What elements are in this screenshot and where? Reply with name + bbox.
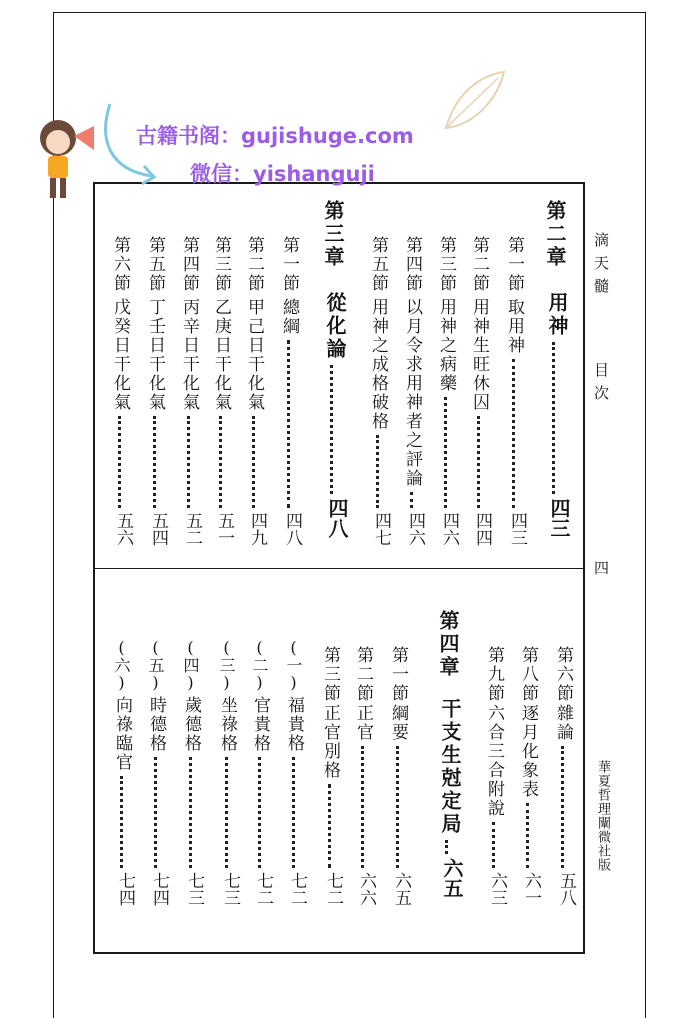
toc-leader-dots: [118, 416, 124, 508]
toc-page-number: 四三: [507, 512, 527, 546]
toc-title: 甲己日干化氣: [244, 298, 264, 412]
toc-section-label: (二): [250, 638, 269, 692]
toc-section-label: 第二節: [244, 236, 264, 293]
toc-title: 福貴格: [284, 696, 304, 753]
toc-page-number: 七四: [115, 872, 135, 906]
toc-leader-dots: [252, 416, 258, 508]
toc-leader-dots: [120, 776, 126, 868]
toc-leader-dots: [477, 416, 483, 508]
toc-page-number: 五一: [214, 512, 234, 546]
toc-section-label: 第一節: [504, 236, 524, 293]
toc-title: 正官別格: [320, 704, 340, 780]
toc-leader-dots: [512, 359, 518, 508]
toc-leader-dots: [328, 784, 334, 868]
toc-section-label: 第三節: [436, 236, 456, 293]
toc-title: 取用神: [504, 298, 524, 355]
toc-title: 用神生旺休囚: [469, 298, 489, 412]
toc-section-label: 第六節: [553, 646, 573, 703]
toc-title: 坐祿格: [217, 696, 237, 753]
mascot-icon: [22, 108, 100, 204]
toc-page-number: 四三: [547, 498, 571, 538]
toc-leader-dots: [361, 746, 367, 868]
toc-page-number: 六五: [391, 872, 411, 906]
toc-page-number: 七三: [220, 872, 240, 906]
toc-section-label: 第三節: [320, 646, 340, 703]
toc-title: 雜論: [553, 704, 573, 742]
toc-section-label: (三): [217, 638, 236, 692]
toc-divider: [93, 568, 585, 569]
toc-leader-dots: [258, 757, 264, 868]
toc-title: 干支生尅定局: [438, 698, 462, 836]
toc-title: 從化論: [323, 292, 347, 361]
toc-page-number: 四六: [405, 512, 425, 546]
toc-title: 用神: [545, 292, 569, 338]
toc-page-number: 四八: [282, 512, 302, 546]
toc-page-number: 四八: [325, 498, 349, 538]
toc-title: 用神之病藥: [436, 298, 456, 393]
toc-title: 時德格: [146, 696, 166, 753]
toc-title: 丙辛日干化氣: [179, 298, 199, 412]
toc-leader-dots: [444, 397, 450, 508]
section-label: 目次: [592, 362, 610, 408]
toc-page-number: 四九: [247, 512, 267, 546]
toc-title: 丁壬日干化氣: [145, 298, 165, 412]
toc-title: 戊癸日干化氣: [110, 298, 130, 412]
toc-leader-dots: [445, 840, 451, 854]
book-title: 滴天髓: [592, 232, 610, 301]
toc-section-label: 第五節: [368, 236, 388, 293]
toc-title: 以月令求用神者之評論: [402, 298, 422, 488]
toc-section-label: 第九節: [484, 646, 504, 703]
toc-page-number: 五二: [182, 512, 202, 546]
toc-title: 六合三合附說: [484, 704, 504, 818]
toc-title: 用神之成格破格: [368, 298, 388, 431]
toc-leader-dots: [526, 803, 532, 868]
publisher-label: 華夏哲理闡微社版: [595, 760, 610, 872]
watermark-site: 古籍书阁：gujishuge.com: [136, 124, 414, 148]
toc-section-label: 第一節: [388, 646, 408, 703]
toc-title: 官貴格: [250, 696, 270, 753]
toc-title: 總綱: [279, 298, 299, 336]
toc-title: 逐月化象表: [518, 704, 538, 799]
toc-page-number: 四四: [472, 512, 492, 546]
toc-leader-dots: [410, 492, 416, 508]
leaf-icon: [438, 66, 508, 136]
page-number: 四: [592, 560, 610, 583]
watermark-wechat: 微信：yishanguji: [190, 162, 375, 186]
toc-leader-dots: [330, 365, 336, 494]
toc-page-number: 四七: [371, 512, 391, 546]
toc-page-number: 六六: [356, 872, 376, 906]
toc-page-number: 五八: [556, 872, 576, 906]
toc-page-number: 五四: [148, 512, 168, 546]
toc-page-number: 六五: [440, 858, 464, 898]
toc-chapter-label: 第二章: [543, 200, 567, 269]
toc-section-label: 第二節: [353, 646, 373, 703]
toc-leader-dots: [376, 435, 382, 508]
toc-chapter-label: 第三章: [321, 200, 345, 269]
toc-section-label: 第四節: [179, 236, 199, 293]
toc-leader-dots: [492, 822, 498, 868]
toc-section-label: 第四節: [402, 236, 422, 293]
toc-section-label: (五): [146, 638, 165, 692]
toc-section-label: 第二節: [469, 236, 489, 293]
toc-section-label: (四): [181, 638, 200, 692]
toc-leader-dots: [187, 416, 193, 508]
toc-page-number: 六三: [487, 872, 507, 906]
toc-title: 向祿臨官: [112, 696, 132, 772]
toc-leader-dots: [154, 757, 160, 868]
toc-section-label: 第八節: [518, 646, 538, 703]
toc-title: 歲德格: [181, 696, 201, 753]
toc-page-number: 七二: [287, 872, 307, 906]
toc-page-number: 七二: [323, 872, 343, 906]
toc-page-number: 七二: [253, 872, 273, 906]
toc-leader-dots: [552, 342, 558, 494]
toc-title: 乙庚日干化氣: [211, 298, 231, 412]
toc-section-label: 第一節: [279, 236, 299, 293]
toc-leader-dots: [396, 746, 402, 868]
toc-section-label: 第六節: [110, 236, 130, 293]
toc-leader-dots: [189, 757, 195, 868]
toc-leader-dots: [287, 340, 293, 508]
toc-leader-dots: [561, 746, 567, 868]
toc-leader-dots: [153, 416, 159, 508]
toc-section-label: (六): [112, 638, 131, 692]
toc-page-number: 四六: [439, 512, 459, 546]
toc-section-label: (一): [284, 638, 303, 692]
toc-title: 綱要: [388, 704, 408, 742]
toc-title: 正官: [353, 704, 373, 742]
toc-page-number: 七四: [149, 872, 169, 906]
toc-page-number: 五六: [113, 512, 133, 546]
toc-section-label: 第五節: [145, 236, 165, 293]
toc-leader-dots: [292, 757, 298, 868]
toc-page-number: 六一: [521, 872, 541, 906]
toc-leader-dots: [225, 757, 231, 868]
toc-leader-dots: [219, 416, 225, 508]
toc-page-number: 七三: [184, 872, 204, 906]
toc-section-label: 第三節: [211, 236, 231, 293]
toc-chapter-label: 第四章: [436, 610, 460, 679]
